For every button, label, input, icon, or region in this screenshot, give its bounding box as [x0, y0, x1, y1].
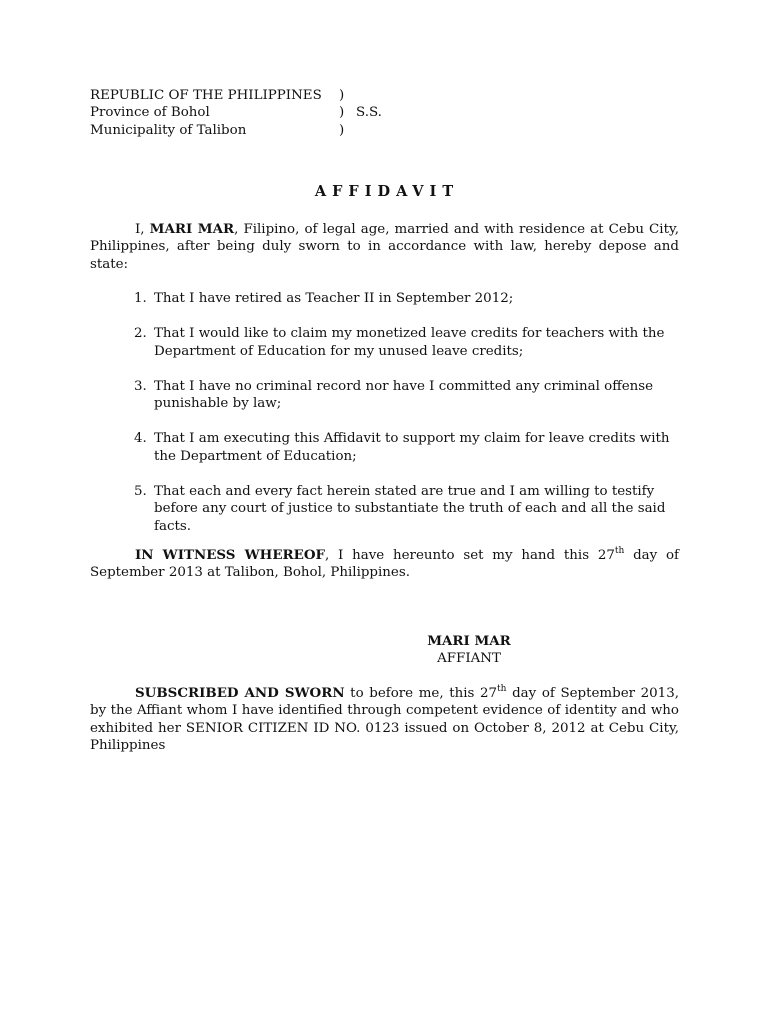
- list-item: [134, 483, 679, 535]
- statement-list: [134, 290, 679, 553]
- affiant-name-inline: MARI MAR: [149, 221, 235, 237]
- caption-paren: ): [339, 88, 345, 103]
- caption-paren: ): [339, 122, 345, 138]
- caption-ss: S.S.: [356, 105, 382, 121]
- caption-municipality: Municipality of Talibon: [90, 122, 247, 138]
- list-item-text: That I have no criminal record nor have I committed any criminal offense punishable by law;: [154, 378, 654, 412]
- jurat-lead: SUBSCRIBED AND SWORN: [135, 685, 345, 701]
- list-item: [134, 430, 679, 465]
- list-item-number: 5.: [134, 484, 147, 500]
- witness-text-b: day of September 2013 at Talibon, Bohol, Philippines.: [90, 548, 680, 581]
- intro-pre: I,: [135, 222, 150, 237]
- list-item-text: That I would like to claim my monetized leave credits for teachers with the Department of Education for my unused leave credits;: [154, 326, 665, 359]
- intro-post: , Filipino, of legal age, married and with residence at Cebu City, Philippines, after being duly sworn to in accordance with law, hereby depose and state:: [90, 222, 679, 272]
- jurat-text-a: to before me, this 27: [344, 686, 498, 701]
- list-item-text: That I am executing this Affidavit to support my claim for leave credits with the Department of Education;: [154, 431, 670, 464]
- signature-role: AFFIANT: [437, 651, 501, 666]
- list-item-number: 1.: [134, 291, 147, 306]
- document-title: AFFIDAVIT: [314, 183, 460, 200]
- list-item: [134, 325, 679, 360]
- list-item-number: 3.: [134, 378, 147, 394]
- ordinal-suffix: th: [614, 545, 625, 556]
- witness-lead: IN WITNESS WHEREOF: [135, 547, 326, 563]
- list-item: [134, 290, 679, 307]
- list-item-text: That I have retired as Teacher II in September 2012;: [154, 291, 514, 306]
- list-item: [134, 378, 679, 413]
- caption-paren: ): [339, 105, 345, 121]
- caption-province: Province of Bohol: [90, 105, 210, 121]
- ordinal-suffix: th: [497, 683, 507, 694]
- list-item-number: 2.: [134, 326, 147, 342]
- jurat-text-b: day of September 2013, by the Affiant whom I have identified through competent evidence of identity and who exhibited her SENIOR CITIZEN ID NO. 0123 issued on October 8, 2012 at Cebu City, Philippines: [90, 686, 679, 753]
- signature-name: MARI MAR: [427, 633, 511, 649]
- witness-paragraph: [90, 547, 679, 582]
- jurat-paragraph: [90, 685, 679, 754]
- intro-paragraph: [90, 221, 679, 273]
- caption-republic: REPUBLIC OF THE PHILIPPINES: [90, 88, 322, 103]
- list-item-number: 4.: [134, 431, 147, 447]
- list-item-text: That each and every fact herein stated are true and I am willing to testify before any court of justice to substantiate the truth of each and all the said facts.: [154, 484, 666, 534]
- witness-text-a: , I have hereunto set my hand this 27: [325, 548, 615, 563]
